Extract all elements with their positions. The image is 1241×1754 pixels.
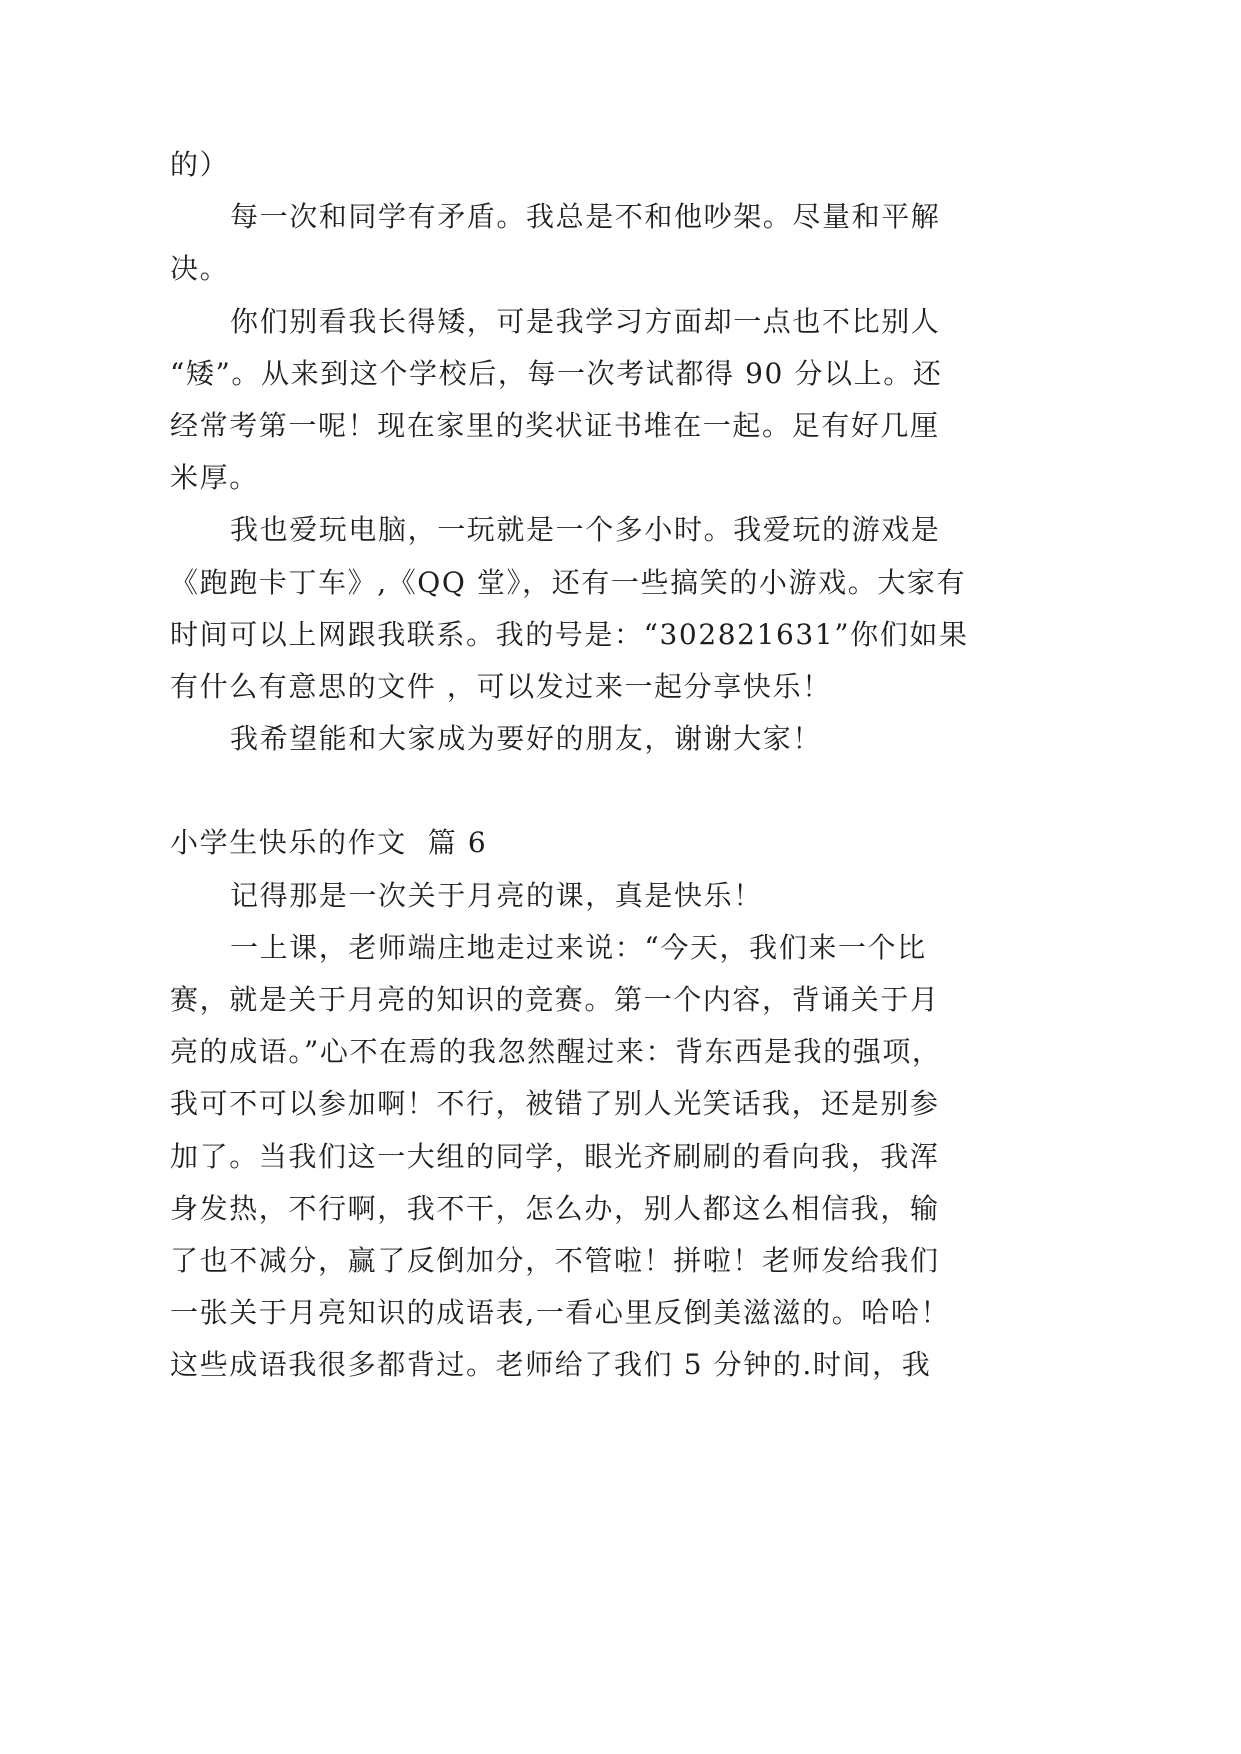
- paragraph-line: 《跑跑卡丁车》,《QQ 堂》，还有一些搞笑的小游戏。大家有: [170, 565, 967, 599]
- section-spacer: [170, 765, 1130, 817]
- paragraph-line: 我希望能和大家成为要好的朋友，谢谢大家！: [230, 722, 823, 756]
- section-heading: 小学生快乐的作文 篇 6: [170, 826, 488, 860]
- paragraph-line: 经常考第一呢！现在家里的奖状证书堆在一起。足有好几厘: [170, 408, 940, 442]
- document-page: [170, 139, 1130, 1392]
- paragraph-line: 加了。当我们这一大组的同学，眼光齐刷刷的看向我，我浑: [170, 1139, 940, 1173]
- paragraph-line: 每一次和同学有矛盾。我总是不和他吵架。尽量和平解: [230, 200, 941, 234]
- paragraph-line: 有什么有意思的文件 ，可以发过来一起分享快乐！: [170, 669, 832, 703]
- paragraph: [170, 922, 1130, 1392]
- paragraph-line: 了也不减分，赢了反倒加分，不管啦！拼啦！老师发给我们: [170, 1243, 940, 1277]
- paragraph-line: 时间可以上网跟我联系。我的号是：“302821631”你们如果: [170, 617, 969, 651]
- paragraph: [170, 139, 1130, 191]
- paragraph-line: 身发热，不行啊，我不干，怎么办，别人都这么相信我，输: [170, 1191, 940, 1225]
- paragraph-line: 一上课，老师端庄地走过来说：“今天，我们来一个比: [230, 930, 927, 964]
- paragraph: [170, 870, 1130, 922]
- paragraph: [170, 504, 1130, 713]
- paragraph: [170, 296, 1130, 505]
- paragraph: [170, 191, 1130, 295]
- paragraph-line: 我也爱玩电脑，一玩就是一个多小时。我爱玩的游戏是: [230, 513, 941, 547]
- paragraph-line: 一张关于月亮知识的成语表,一看心里反倒美滋滋的。哈哈！: [170, 1296, 951, 1330]
- paragraph-line: 我可不可以参加啊！不行，被错了别人光笑话我，还是别参: [170, 1087, 940, 1121]
- paragraph-line: 米厚。: [170, 461, 259, 495]
- paragraph-line: 这些成语我很多都背过。老师给了我们 5 分钟的.时间，我: [170, 1348, 932, 1382]
- paragraph-line: “矮”。从来到这个学校后，每一次考试都得 90 分以上。还: [170, 356, 943, 390]
- paragraph-line: 亮的成语。”心不在焉的我忽然醒过来：背东西是我的强项，: [170, 1035, 942, 1069]
- paragraph-line: 记得那是一次关于月亮的课，真是快乐！: [230, 878, 763, 912]
- paragraph: [170, 713, 1130, 765]
- paragraph-line: 赛，就是关于月亮的知识的竞赛。第一个内容，背诵关于月: [170, 983, 940, 1016]
- paragraph-line: 决。: [170, 252, 230, 286]
- paragraph-line: 的）: [170, 148, 230, 181]
- paragraph-line: 你们别看我长得矮，可是我学习方面却一点也不比别人: [230, 304, 941, 338]
